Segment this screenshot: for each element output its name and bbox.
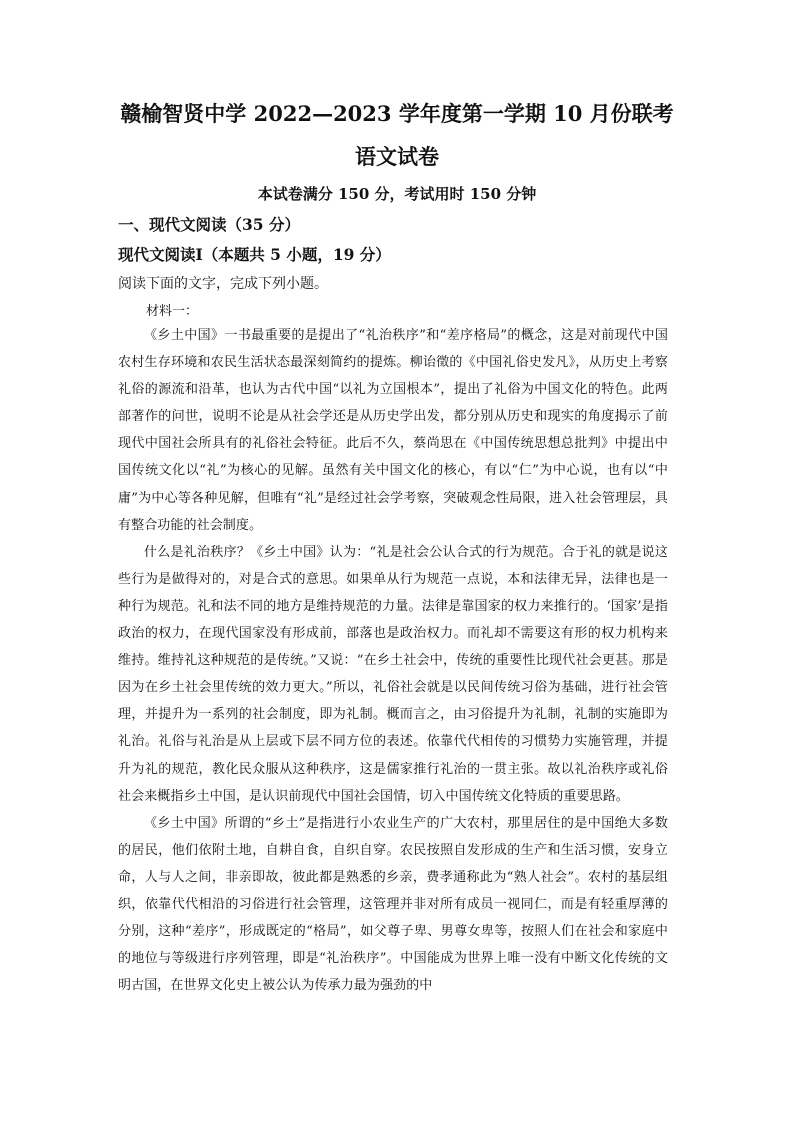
exam-info: 本试卷满分 150 分，考试用时 150 分钟 (257, 185, 537, 203)
exam-subject-title: 语文试卷 (355, 144, 439, 169)
subsection-heading: 现代文阅读Ⅰ（本题共 5 小题，19 分） (118, 245, 391, 264)
section-heading: 一、现代文阅读（35 分） (118, 215, 300, 234)
reading-passage (118, 322, 668, 999)
passage-paragraph-1: 《乡土中国》一书最重要的是提出了“礼治秩序”和“差序格局”的概念，这是对前现代中国农村生存环境和农民生活状态最深刻简约的提炼。柳诒徵的《中国礼俗史发凡》，从历史上考察礼俗的源流和沿革，也认为古代中国“以礼为立国根本”，提出了礼俗为中国文化的特色。此两部著作的问世，说明不论是从社会学还是从历史学出发，都分别从历史和现实的角度揭示了前现代中国社会所具有的礼俗社会特征。此后不久，蔡尚思在《中国传统思想总批判》中提出中国传统文化以“礼”为核心的见解。虽然有关中国文化的核心，有以“仁”为中心说，也有以“中庸”为中心等各种见解，但唯有“礼”是经过社会学考察，突破观念性局限，进入社会管理层，具有整合功能的社会制度。 (118, 328, 668, 533)
material-label: 材料一： (146, 304, 199, 319)
exam-title: 赣榆智贤中学 2022—2023 学年度第一学期 10 月份联考 (120, 101, 674, 126)
passage-paragraph-3: 《乡土中国》所谓的“乡土”是指进行小农业生产的广大农村，那里居住的是中国绝大多数的居民，他们依附土地，自耕自食，自织自穿。农民按照自发形成的生产和生活习惯，安身立命，人与人之间，非亲即故，彼此都是熟悉的乡亲，费孝通称此为“熟人社会”。农村的基层组织，依靠代代相沿的习俗进行社会管理，这管理并非对所有成员一视同仁，而是有轻重厚薄的分别，这种“差序”，形成既定的“格局”，如父尊子卑、男尊女卑等，按照人们在社会和家庭中的地位与等级进行序列管理，即是“礼治秩序”。中国能成为世界上唯一没有中断文化传统的文明古国，在世界文化史上被公认为传承力最为强劲的中 (118, 815, 668, 994)
passage-paragraph-2: 什么是礼治秩序？《乡土中国》认为：“礼是社会公认合式的行为规范。合于礼的就是说这些行为是做得对的，对是合式的意思。如果单从行为规范一点说，本和法律无异，法律也是一种行为规范。礼和法不同的地方是维持规范的力量。法律是靠国家的权力来推行的。‘国家’是指政治的权力，在现代国家没有形成前，部落也是政治权力。而礼却不需要这有形的权力机构来维持。维持礼这种规范的是传统。”又说：“在乡土社会中，传统的重要性比现代社会更甚。那是因为在乡土社会里传统的效力更大。”所以，礼俗社会就是以民间传统习俗为基础，进行社会管理，并提升为一系列的社会制度，即为礼制。概而言之，由习俗提升为礼制，礼制的实施即为礼治。礼俗与礼治是从上层或下层不同方位的表述。依靠代代相传的习惯势力实施管理，并提升为礼的规范，教化民众服从这种秩序，这是儒家推行礼治的一贯主张。故以礼治秩序或礼俗社会来概指乡土中国，是认识前现代中国社会国情，切入中国传统文化特质的重要思路。 (118, 544, 668, 804)
reading-instruction: 阅读下面的文字，完成下列小题。 (118, 276, 328, 292)
